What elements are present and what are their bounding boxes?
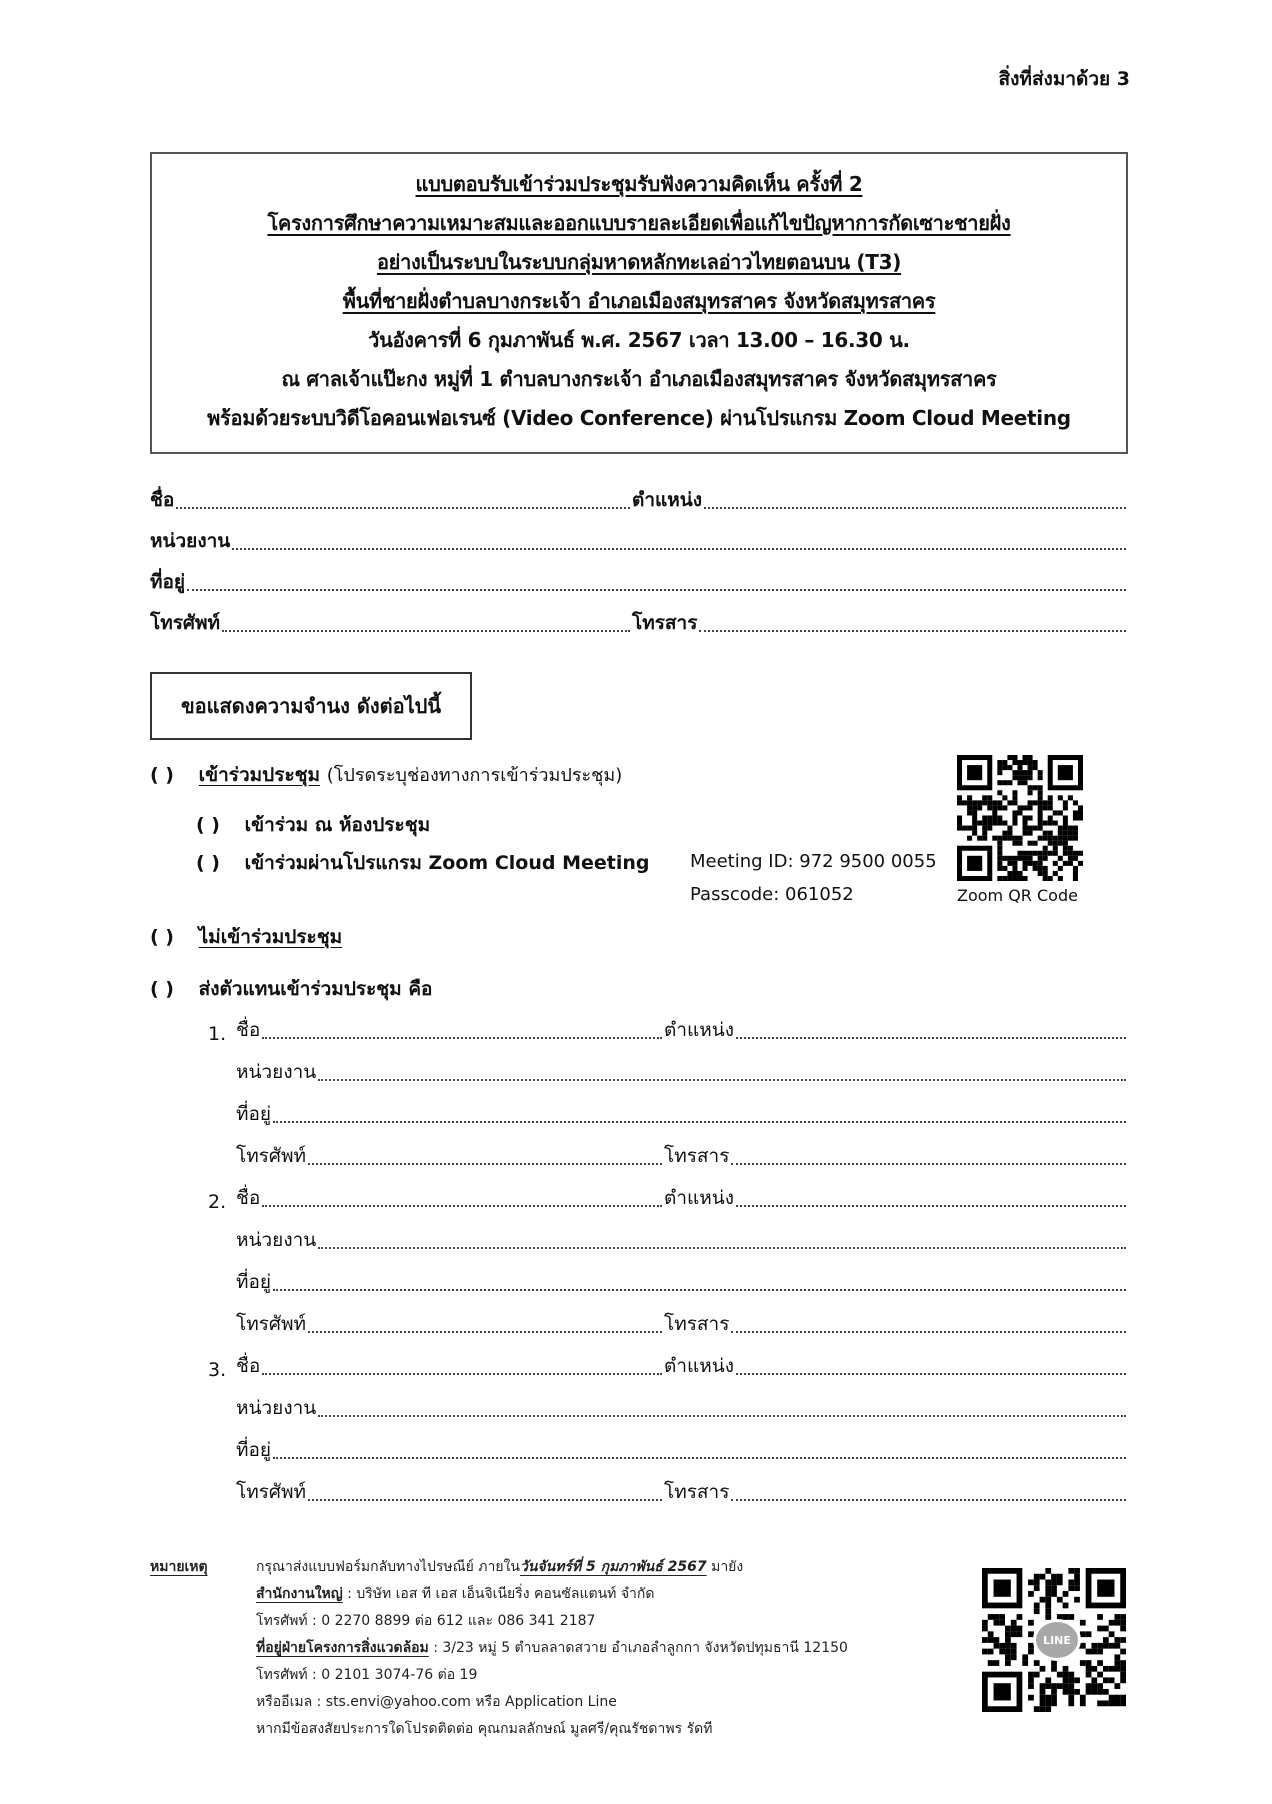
rep-fax-input-line[interactable] [731, 1498, 1126, 1501]
name-field[interactable] [150, 485, 632, 515]
attend-zoom-checkbox[interactable]: ( ) [196, 852, 220, 874]
rep-position-field[interactable] [664, 1183, 1128, 1213]
note-line-7: หากมีข้อสงสัยประการใดโปรดติดต่อ คุณกมลลักษณ์ มูลศรี/คุณรัชดาพร รัดที [256, 1721, 713, 1737]
send-rep-label: ส่งตัวแทนเข้าร่วมประชุม คือ [198, 978, 433, 1000]
head-office-text: : บริษัท เอส ที เอส เอ็นจิเนียริ่ง คอนซัลแตนท์ จำกัด [342, 1586, 655, 1602]
zoom-qr-code-icon [957, 755, 1083, 881]
rep-fax-field[interactable] [664, 1477, 1128, 1507]
name-label: ชื่อ [150, 489, 175, 511]
rep-position-input-line[interactable] [736, 1036, 1126, 1039]
rep-name-input-line[interactable] [262, 1204, 662, 1207]
rep-address-label: ที่อยู่ [236, 1439, 272, 1461]
rep-name-position-row [208, 1015, 1128, 1045]
rep-phone-field[interactable] [236, 1309, 664, 1339]
rep-name-field[interactable] [236, 1015, 664, 1045]
title-line-2: โครงการศึกษาความเหมาะสมและออกแบบรายละเอียดเพื่อแก้ไขปัญหาการกัดเซาะชายฝั่ง [267, 211, 1011, 235]
fax-label: โทรสาร [632, 612, 698, 634]
option-attend-zoom[interactable] [196, 848, 649, 878]
note-line-5: โทรศัพท์ : 0 2101 3074-76 ต่อ 19 [256, 1667, 478, 1683]
rep-position-field[interactable] [664, 1351, 1128, 1381]
rep-phone-label: โทรศัพท์ [236, 1481, 307, 1503]
not-attend-label: ไม่เข้าร่วมประชุม [198, 926, 343, 948]
rep-name-field[interactable] [236, 1183, 664, 1213]
option-attend[interactable] [150, 760, 622, 790]
fax-field[interactable] [632, 608, 1128, 638]
position-input-line[interactable] [704, 506, 1126, 509]
title-line-date: วันอังคารที่ 6 กุมภาพันธ์ พ.ศ. 2567 เวลา 13.00 – 16.30 น. [368, 328, 910, 352]
rep-fax-label: โทรสาร [664, 1313, 730, 1335]
rep-phone-fax-row [236, 1309, 1128, 1339]
send-rep-checkbox[interactable]: ( ) [150, 978, 174, 1000]
title-line-video: พร้อมด้วยระบบวิดีโอคอนเฟอเรนซ์ (Video Conference) ผ่านโปรแกรม Zoom Cloud Meeting [207, 406, 1071, 430]
rep-phone-field[interactable] [236, 1477, 664, 1507]
option-send-rep[interactable] [150, 974, 432, 1004]
rep-position-field[interactable] [664, 1015, 1128, 1045]
rep-agency-label: หน่วยงาน [236, 1397, 317, 1419]
title-line-1: แบบตอบรับเข้าร่วมประชุมรับฟังความคิดเห็น ครั้งที่ 2 [415, 172, 863, 196]
note-line-2 [256, 1583, 654, 1605]
phone-fax-row [150, 608, 1128, 638]
rep-agency-label: หน่วยงาน [236, 1229, 317, 1251]
rep-agency-field[interactable] [236, 1057, 1128, 1087]
attachment-label: สิ่งที่ส่งมาด้วย 3 [998, 68, 1130, 90]
attend-label: เข้าร่วมประชุม [198, 764, 321, 786]
rep-name-label: ชื่อ [236, 1187, 261, 1209]
rep-agency-input-line[interactable] [318, 1414, 1126, 1417]
rep-name-input-line[interactable] [262, 1036, 662, 1039]
phone-input-line[interactable] [222, 629, 630, 632]
phone-field[interactable] [150, 608, 632, 638]
title-line-3: อย่างเป็นระบบในระบบกลุ่มหาดหลักทะเลอ่าวไทยตอนบน (T3) [376, 250, 902, 274]
address-input-line[interactable] [187, 588, 1126, 591]
phone-label: โทรศัพท์ [150, 612, 221, 634]
option-attend-room[interactable] [196, 810, 430, 840]
rep-fax-label: โทรสาร [664, 1145, 730, 1167]
note-line-6: หรืออีเมล : sts.envi@yahoo.com หรือ Application Line [256, 1694, 617, 1710]
agency-label: หน่วยงาน [150, 530, 231, 552]
rep-address-field[interactable] [236, 1099, 1128, 1129]
option-not-attend[interactable] [150, 922, 342, 952]
note-line-3: โทรศัพท์ : 0 2270 8899 ต่อ 612 และ 086 341 2187 [256, 1613, 596, 1629]
rep-number: 3. [208, 1359, 227, 1381]
rep-fax-field[interactable] [664, 1309, 1128, 1339]
note-line-1-post: มายัง [706, 1559, 744, 1575]
intent-box: ขอแสดงความจำนง ดังต่อไปนี้ [150, 672, 472, 740]
position-label: ตำแหน่ง [632, 489, 703, 511]
rep-agency-label: หน่วยงาน [236, 1061, 317, 1083]
rep-name-position-row [208, 1351, 1128, 1381]
note-line-1-pre: กรุณาส่งแบบฟอร์มกลับทางไปรษณีย์ ภายใน [256, 1559, 520, 1575]
rep-fax-label: โทรสาร [664, 1481, 730, 1503]
rep-position-input-line[interactable] [736, 1372, 1126, 1375]
rep-name-position-row [208, 1183, 1128, 1213]
rep-name-label: ชื่อ [236, 1355, 261, 1377]
title-line-venue: ณ ศาลเจ้าแป๊ะกง หมู่ที่ 1 ตำบลบางกระเจ้า อำเภอเมืองสมุทรสาคร จังหวัดสมุทรสาคร [281, 367, 997, 391]
rep-phone-fax-row [236, 1477, 1128, 1507]
rep-phone-label: โทรศัพท์ [236, 1313, 307, 1335]
rep-phone-input-line[interactable] [308, 1330, 662, 1333]
rep-number: 1. [208, 1023, 227, 1045]
rep-fax-field[interactable] [664, 1141, 1128, 1171]
zoom-qr-label: Zoom QR Code [957, 886, 1078, 905]
rep-agency-input-line[interactable] [318, 1246, 1126, 1249]
rep-fax-input-line[interactable] [731, 1330, 1126, 1333]
rep-phone-input-line[interactable] [308, 1162, 662, 1165]
rep-agency-field[interactable] [236, 1393, 1128, 1423]
title-box [150, 152, 1128, 454]
line-logo-icon: LINE [1033, 1619, 1081, 1661]
rep-address-input-line[interactable] [273, 1456, 1126, 1459]
not-attend-checkbox[interactable]: ( ) [150, 926, 174, 948]
rep-number: 2. [208, 1191, 227, 1213]
env-office-text: : 3/23 หมู่ 5 ตำบลลาดสวาย อำเภอลำลูกกา จังหวัดปทุมธานี 12150 [428, 1640, 848, 1656]
rep-fax-input-line[interactable] [731, 1162, 1126, 1165]
rep-address-input-line[interactable] [273, 1120, 1126, 1123]
head-office-label: สำนักงานใหญ่ [256, 1586, 343, 1602]
rep-phone-input-line[interactable] [308, 1498, 662, 1501]
rep-position-label: ตำแหน่ง [664, 1019, 735, 1041]
attend-zoom-label: เข้าร่วมผ่านโปรแกรม Zoom Cloud Meeting [244, 852, 650, 874]
attend-room-label: เข้าร่วม ณ ห้องประชุม [244, 814, 431, 836]
attend-room-checkbox[interactable]: ( ) [196, 814, 220, 836]
env-office-label: ที่อยู่ฝ่ายโครงการสิ่งแวดล้อม [256, 1640, 429, 1656]
rep-name-label: ชื่อ [236, 1019, 261, 1041]
rep-position-label: ตำแหน่ง [664, 1187, 735, 1209]
rep-position-input-line[interactable] [736, 1204, 1126, 1207]
note-line-4 [256, 1637, 848, 1659]
address-field[interactable] [150, 567, 1128, 597]
rep-position-label: ตำแหน่ง [664, 1355, 735, 1377]
address-label: ที่อยู่ [150, 571, 186, 593]
rep-name-field[interactable] [236, 1351, 664, 1381]
agency-input-line[interactable] [232, 547, 1126, 550]
attend-checkbox[interactable]: ( ) [150, 764, 174, 786]
rep-phone-field[interactable] [236, 1141, 664, 1171]
note-label: หมายเหตุ [150, 1559, 208, 1575]
note-line-1 [256, 1556, 743, 1578]
rep-address-label: ที่อยู่ [236, 1271, 272, 1293]
agency-field[interactable] [150, 526, 1128, 556]
name-position-row [150, 485, 1128, 515]
meeting-id: Meeting ID: 972 9500 0055 [690, 851, 937, 872]
rep-agency-field[interactable] [236, 1225, 1128, 1255]
attend-note: (โปรดระบุช่องทางการเข้าร่วมประชุม) [326, 765, 623, 786]
note-deadline-date: วันจันทร์ที่ 5 กุมภาพันธ์ 2567 [519, 1559, 707, 1575]
name-input-line[interactable] [176, 506, 630, 509]
rep-address-field[interactable] [236, 1267, 1128, 1297]
rep-name-input-line[interactable] [262, 1372, 662, 1375]
passcode: Passcode: 061052 [690, 884, 854, 905]
rep-address-field[interactable] [236, 1435, 1128, 1465]
rep-agency-input-line[interactable] [318, 1078, 1126, 1081]
fax-input-line[interactable] [699, 629, 1126, 632]
title-line-4: พื้นที่ชายฝั่งตำบลบางกระเจ้า อำเภอเมืองสมุทรสาคร จังหวัดสมุทรสาคร [342, 289, 936, 313]
rep-address-label: ที่อยู่ [236, 1103, 272, 1125]
rep-phone-label: โทรศัพท์ [236, 1145, 307, 1167]
rep-phone-fax-row [236, 1141, 1128, 1171]
rep-address-input-line[interactable] [273, 1288, 1126, 1291]
position-field[interactable] [632, 485, 1128, 515]
